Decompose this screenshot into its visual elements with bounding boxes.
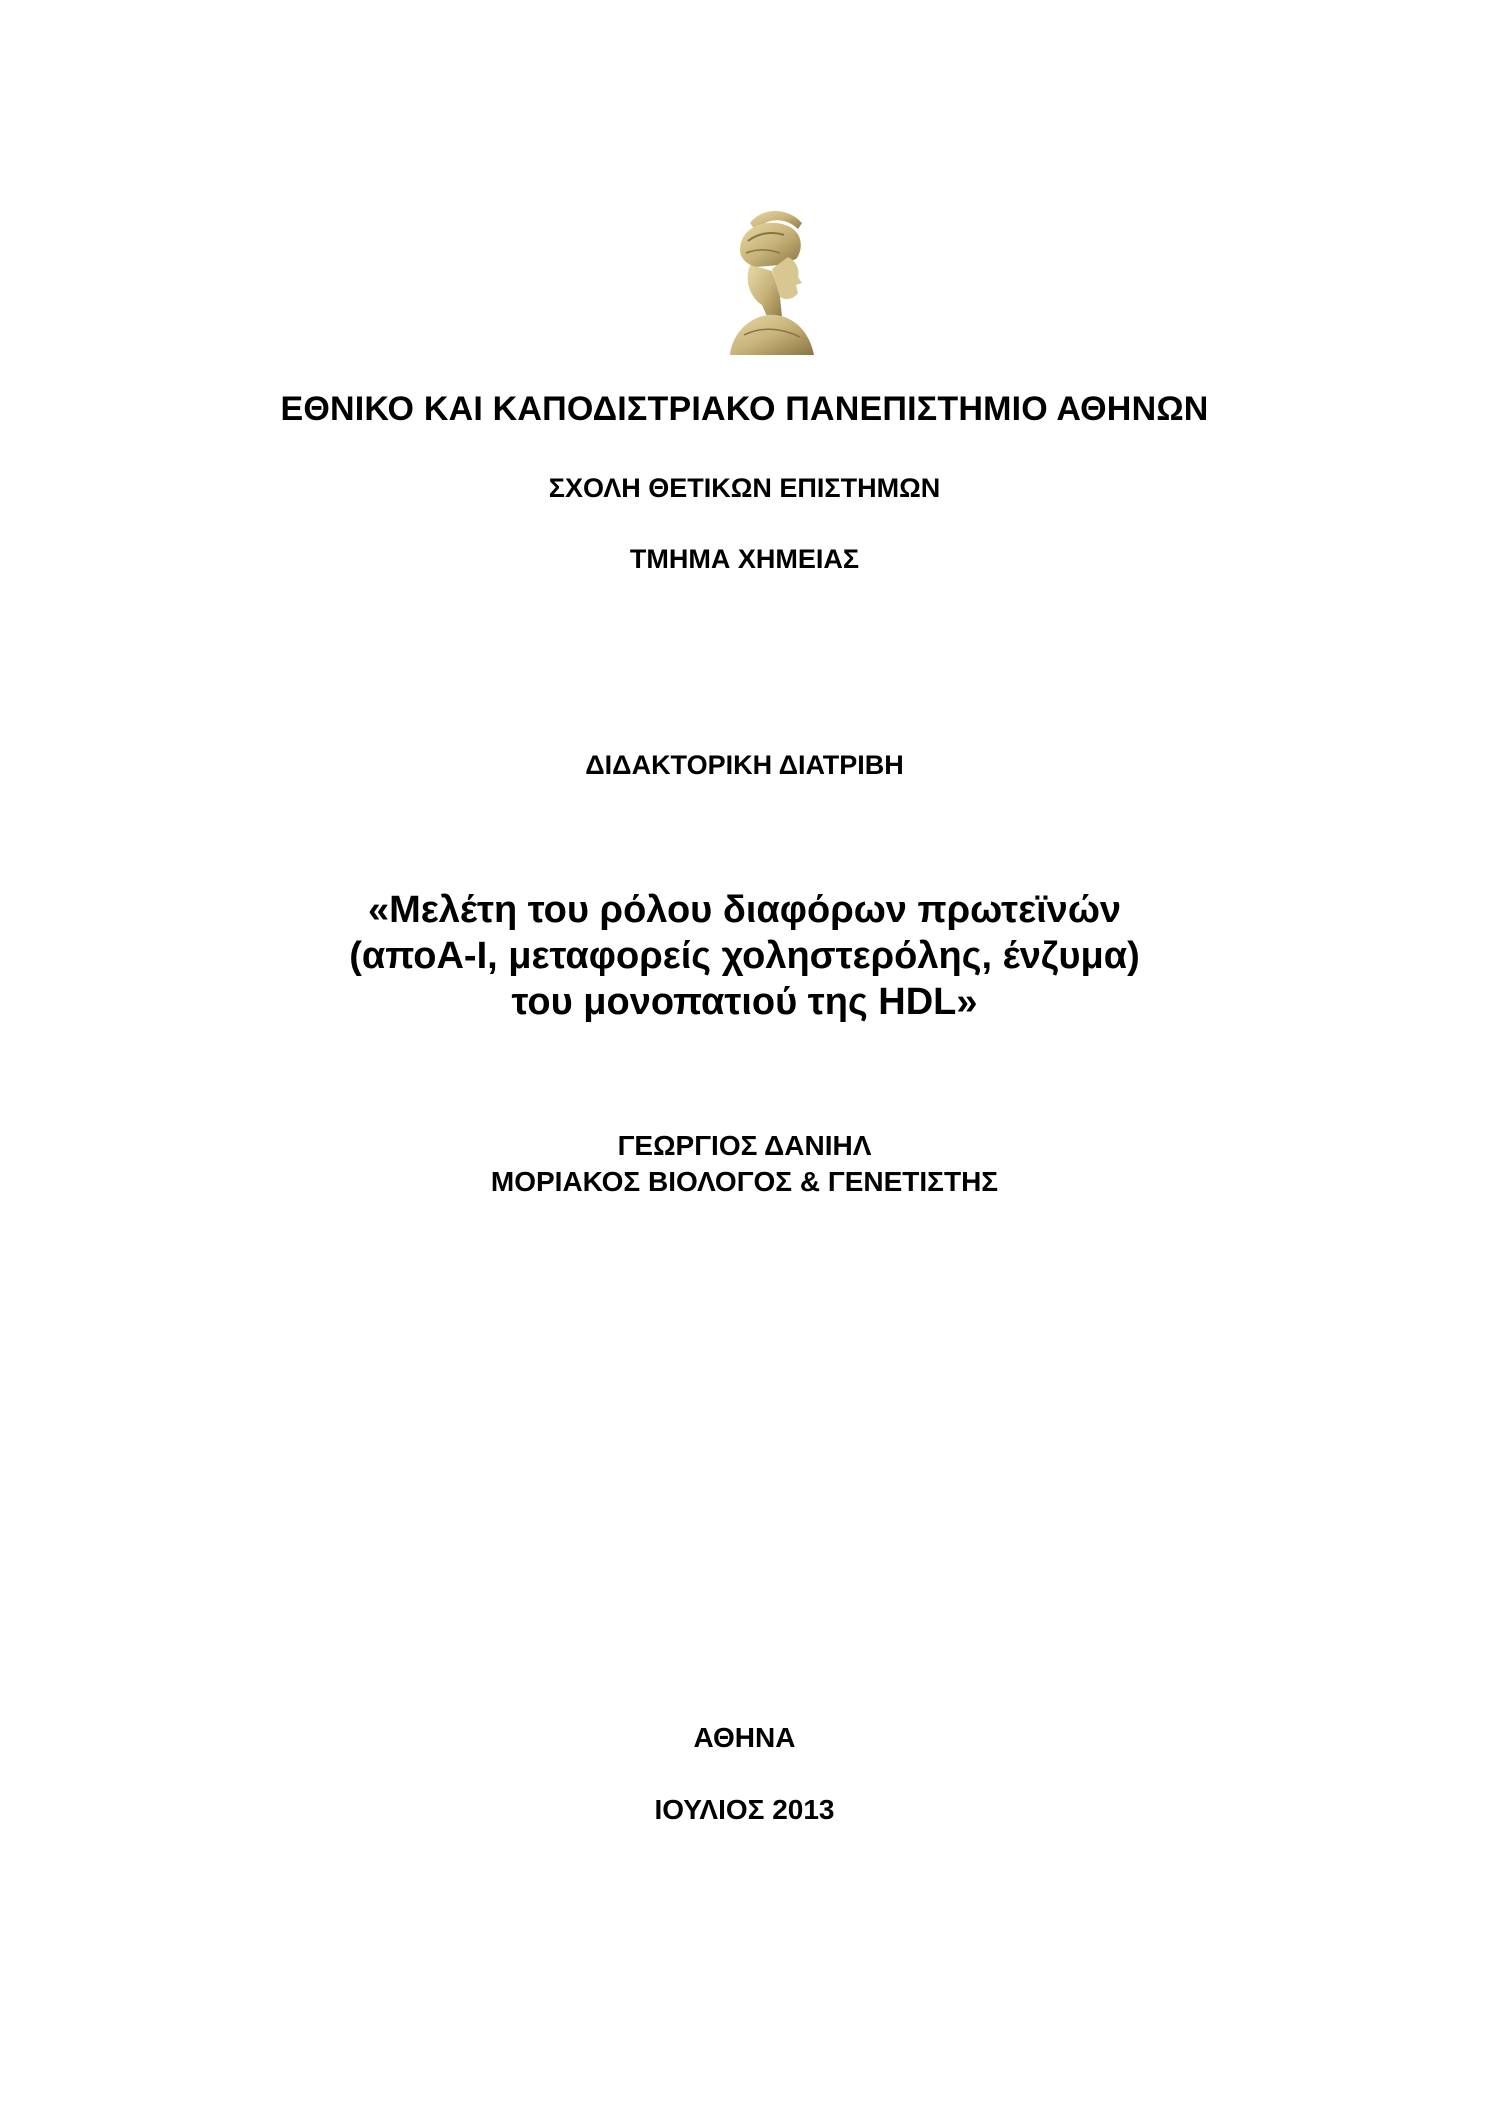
university-name: ΕΘΝΙΚΟ ΚΑΙ ΚΑΠΟΔΙΣΤΡΙΑΚΟ ΠΑΝΕΠΙΣΤΗΜΙΟ ΑΘΗΝΩΝ (280, 390, 1209, 428)
author-name: ΓΕΩΡΓΙΟΣ ΔΑΝΙΗΛ (617, 1130, 872, 1161)
school-name: ΣΧΟΛΗ ΘΕΤΙΚΩΝ ΕΠΙΣΤΗΜΩΝ (548, 473, 941, 503)
thesis-title (0, 887, 1489, 1025)
publication-date: ΙΟΥΛΙΟΣ 2013 (654, 1794, 835, 1825)
athena-emblem-icon (710, 205, 820, 355)
department-name: ΤΜΗΜΑ ΧΗΜΕΙΑΣ (629, 544, 860, 574)
thesis-title-line-2: (αποA-I, μεταφορείς χοληστερόλης, ένζυμα) (349, 935, 1140, 977)
author-profession: ΜΟΡΙΑΚΟΣ ΒΙΟΛΟΓΟΣ & ΓΕΝΕΤΙΣΤΗΣ (490, 1166, 999, 1197)
document-type: ΔΙΔΑΚΤΟΡΙΚΗ ΔΙΑΤΡΙΒΗ (585, 750, 904, 780)
thesis-title-line-3: του μονοπατιού της HDL» (511, 981, 978, 1023)
thesis-title-line-1: «Μελέτη του ρόλου διαφόρων πρωτεϊνών (367, 889, 1122, 931)
city: ΑΘΗΝΑ (693, 1722, 796, 1753)
